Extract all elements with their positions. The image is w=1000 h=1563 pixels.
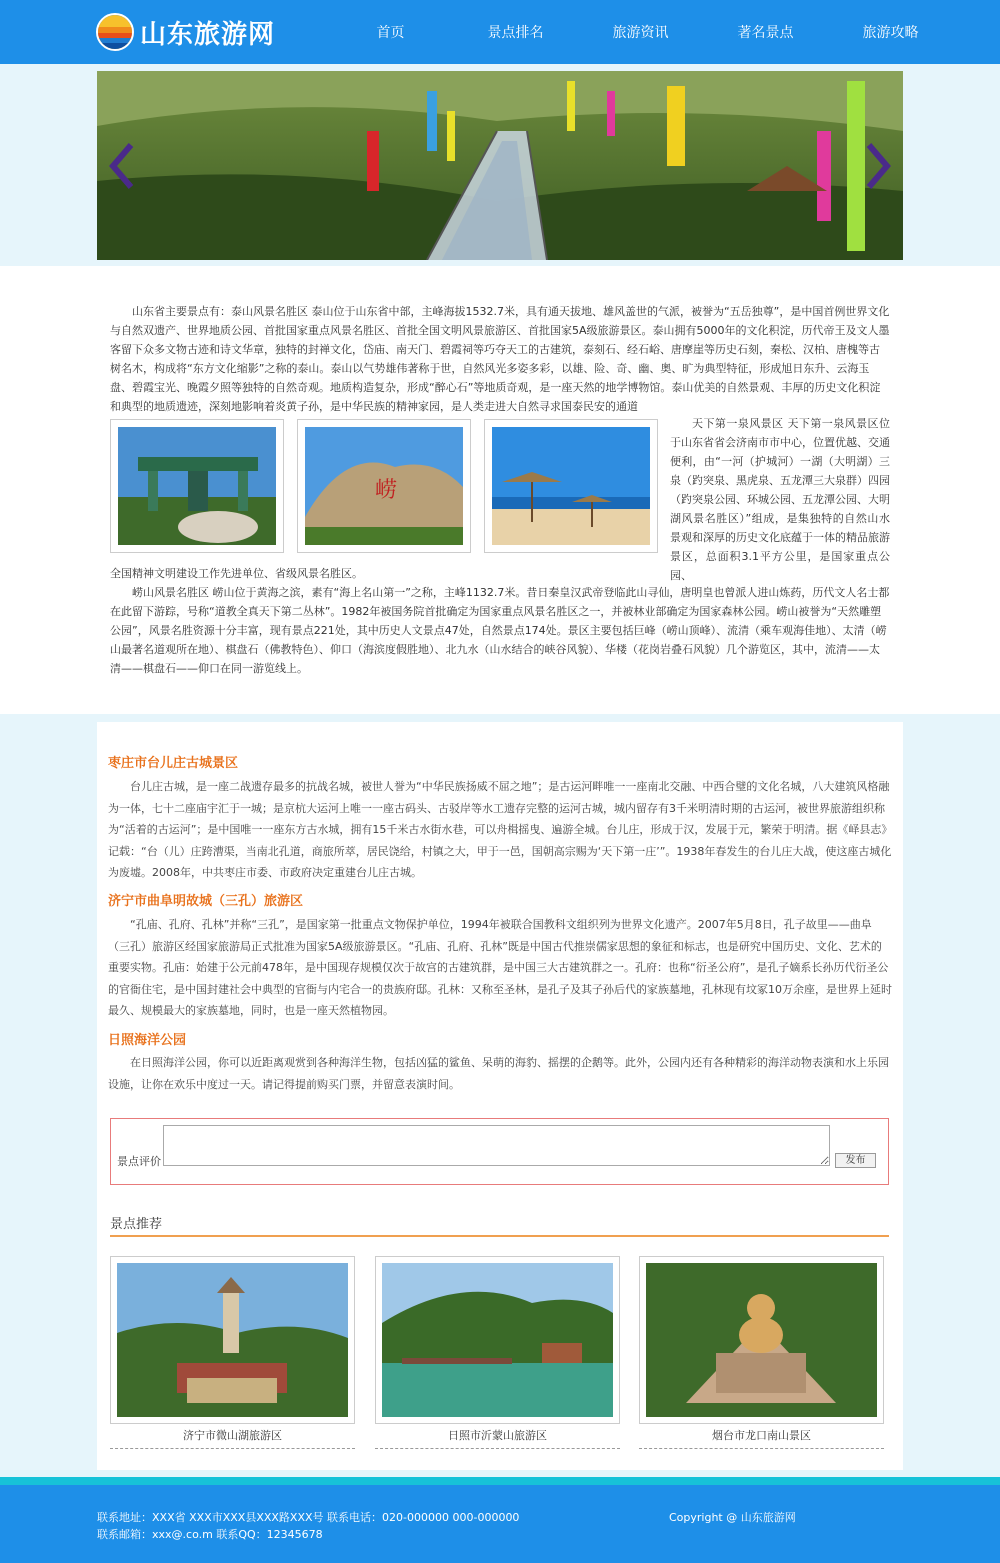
banner-image-glass-bridge [97, 71, 903, 260]
quancheng-paragraph: 天下第一泉风景区 天下第一泉风景区位于山东省省会济南市市中心，位置优越、交通便利，由“一河（护城河）一湖（大明湖）三泉（趵突泉、黑虎泉、五龙潭三大泉群）四园（趵突泉公园、环城公园、五龙潭公园、大明湖风景名胜区）”组成，是集独特的自然山水景观和深厚的历史文化底蕴于一体的精品旅游景区，总面积3.1平方公里，是国家重点公园、 [670, 417, 890, 582]
section-text-qufu: “孔庙、孔府、孔林”并称“三孔”，是国家第一批重点文物保护单位，1994年被联合国教科文组织列为世界文化遗产。2007年5月8日，孔子故里——曲阜（三孔）旅游区经国家旅游局正式批准为国家5A级旅游景区。“孔庙、孔府、孔林”既是中国古代推崇儒家思想的象征和标志，也是研究中国历史、文化、艺术的重要实物。孔庙：始建于公元前478年，是中国现存规模仅次于故宫的古建筑群，是中国三大古建筑群之一。孔府：也称“衍圣公府”，是孔子嫡系长孙历代衍圣公的官衙住宅，是中国封建社会中典型的官衙与内宅合一的贵族府邸。孔林：又称至圣林，是孔子及其子孙后代的家族墓地，孔林现有坟冢10万余座，是世界上延时最久、规模最大的家族墓地，同时，也是一座天然植物园。 [108, 918, 892, 1017]
nav-news[interactable]: 旅游资讯 [612, 25, 669, 41]
footer-contact [97, 1509, 519, 1543]
section-text-rizhao: 在日照海洋公园，你可以近距离观赏到各种海洋生物，包括凶猛的鲨鱼、呆萌的海豹、摇摆的企鹅等。此外，公园内还有各种精彩的海洋动物表演和水上乐园设施，让你在欢乐中度过一天。请记得提前购买门票，并留意表演时间。 [108, 1056, 889, 1091]
section-title-qufu: 济宁市曲阜明故城（三孔）旅游区 [108, 894, 304, 909]
comment-form [110, 1118, 889, 1185]
main-nav [328, 0, 953, 64]
recommend-image-lake[interactable] [375, 1256, 620, 1424]
quancheng-paragraph-tail: 全国精神文明建设工作先进单位、省级风景名胜区。 [110, 567, 363, 580]
photo-carved-rock [297, 419, 471, 553]
taishan-paragraph: 山东省主要景点有：泰山风景名胜区 泰山位于山东省中部，主峰海拔1532.7米，具有通天拔地、雄风盖世的气派，被誉为“五岳独尊”，是中国首例世界文化与自然双遗产、世界地质公园、首批国家重点风景名胜区、首批全国文明风景旅游区、首批国家5A级旅游景区。泰山拥有5000年的文化积淀，历代帝王及文人墨客留下众多文物古迹和诗文华章，独特的封禅文化，岱庙、南天门、碧霞祠等巧夺天工的古建筑，泰刻石、经石峪、唐摩崖等历史石刻，秦松、汉柏、唐槐等古树名木，构成将“东方文化缩影”之称的泰山。泰山以气势雄伟著称于世，自然风光多姿多彩，以雄、险、奇、幽、奥、旷为典型特征，形成旭日东升、云海玉盘、碧霞宝光、晚霞夕照等独特的自然奇观。地质构造复杂，形成“醉心石”等地质奇观，是一座天然的地学博物馆。泰山优美的自然景观、丰厚的历史文化积淀和典型的地质遗迹，深刻地影响着炎黄子孙，是中华民族的精神家园，是人类走进大自然寻求国泰民安的通道 [110, 305, 890, 413]
intro-photo-row [110, 419, 671, 553]
site-header [0, 0, 1000, 64]
recommend-card-yimeng[interactable] [375, 1256, 620, 1451]
photo-beach [484, 419, 658, 553]
intro-section [0, 266, 1000, 714]
logo-sun-icon [96, 13, 134, 51]
recommend-caption[interactable]: 烟台市龙口南山景区 [639, 1424, 884, 1449]
nav-guides[interactable]: 旅游攻略 [862, 25, 919, 41]
photo-gate [110, 419, 284, 553]
footer-email: 联系邮箱：xxx@.co.m 联系QQ：12345678 [97, 1528, 323, 1541]
section-title-taierzhuang: 枣庄市台儿庄古城景区 [108, 756, 239, 771]
footer-copyright: Copyright @ 山东旅游网 [669, 1511, 796, 1524]
banner-next-arrow-icon[interactable] [863, 141, 893, 191]
recommend-caption[interactable]: 日照市沂蒙山旅游区 [375, 1424, 620, 1449]
nav-ranking[interactable]: 景点排名 [487, 25, 544, 41]
section-title-rizhao: 日照海洋公园 [108, 1033, 187, 1048]
banner-slider [97, 71, 903, 260]
content-panel [97, 722, 903, 1470]
publish-button[interactable]: 发布 [835, 1153, 876, 1168]
footer-address: 联系地址：XXX省 XXX市XXX县XXX路XXX号 联系电话：020-000000 000-000000 [97, 1511, 520, 1524]
nav-famous-spots[interactable]: 著名景点 [737, 25, 794, 41]
banner-prev-arrow-icon[interactable] [107, 141, 137, 191]
nav-home[interactable]: 首页 [376, 25, 405, 41]
laoshan-paragraph: 崂山风景名胜区 崂山位于黄海之滨，素有“海上名山第一”之称，主峰1132.7米。昔日秦皇汉武帝登临此山寻仙，唐明皇也曾派人进山炼药，历代文人名士都在此留下游踪，号称“道教全真天下第二丛林”。1982年被国务院首批确定为国家重点风景名胜区之一，并被林业部确定为国家森林公园。崂山被誉为“天然雕塑公园”，风景名胜资源十分丰富，现有景点221处，其中历史人文景点47处，自然景点174处。景区主要包括巨峰（崂山顶峰）、流清（乘车观海佳地）、太清（崂山最著名道观所在地）、棋盘石（佛教特色）、仰口（海滨度假胜地）、北九水（山水结合的峡谷风貌）、华楼（花岗岩叠石风貌）几个游览区，其中，流清——太清——棋盘石——仰口在同一游览线上。 [110, 586, 890, 675]
recommend-title: 景点推荐 [110, 1217, 163, 1232]
site-logo[interactable] [96, 10, 275, 54]
comment-label: 景点评价 [117, 1155, 161, 1168]
logo-text: 山东旅游网 [140, 19, 276, 50]
recommend-image-pagoda[interactable] [110, 1256, 355, 1424]
section-text-taierzhuang: 台儿庄古城，是一座二战遗存最多的抗战名城，被世人誉为“中华民族扬威不屈之地”；是古运河畔唯一一座南北交融、中西合璧的文化名城，八大建筑风格融为一体，七十二座庙宇汇于一城；是京杭大运河上唯一一座古码头、古驳岸等水工遗存完整的运河古城，城内留存有3千米明清时期的古运河，被世界旅游组织称为“活着的古运河”；是中国唯一一座东方古水城，拥有15千米古水街水巷，可以舟楫摇曳、遍游全城。台儿庄，形成于汉，发展于元，繁荣于明清。据《峄县志》记载：“台（儿）庄跨漕渠，当南北孔道，商旅所萃，居民饶给，村镇之大，甲于一邑，国朝高宗赐为‘天下第一庄’”。1938年春发生的台儿庄大战，使这座古城化为废墟。2008年，中共枣庄市委、市政府决定重建台儿庄古城。 [108, 780, 892, 879]
recommend-divider [110, 1235, 889, 1237]
svg-text:崂: 崂 [375, 478, 398, 503]
comment-input[interactable] [163, 1125, 830, 1166]
recommend-caption[interactable]: 济宁市微山湖旅游区 [110, 1424, 355, 1449]
recommend-card-weishan[interactable] [110, 1256, 355, 1451]
site-footer [0, 1477, 1000, 1563]
recommend-card-nanshan[interactable] [639, 1256, 884, 1451]
recommend-image-buddha[interactable] [639, 1256, 884, 1424]
